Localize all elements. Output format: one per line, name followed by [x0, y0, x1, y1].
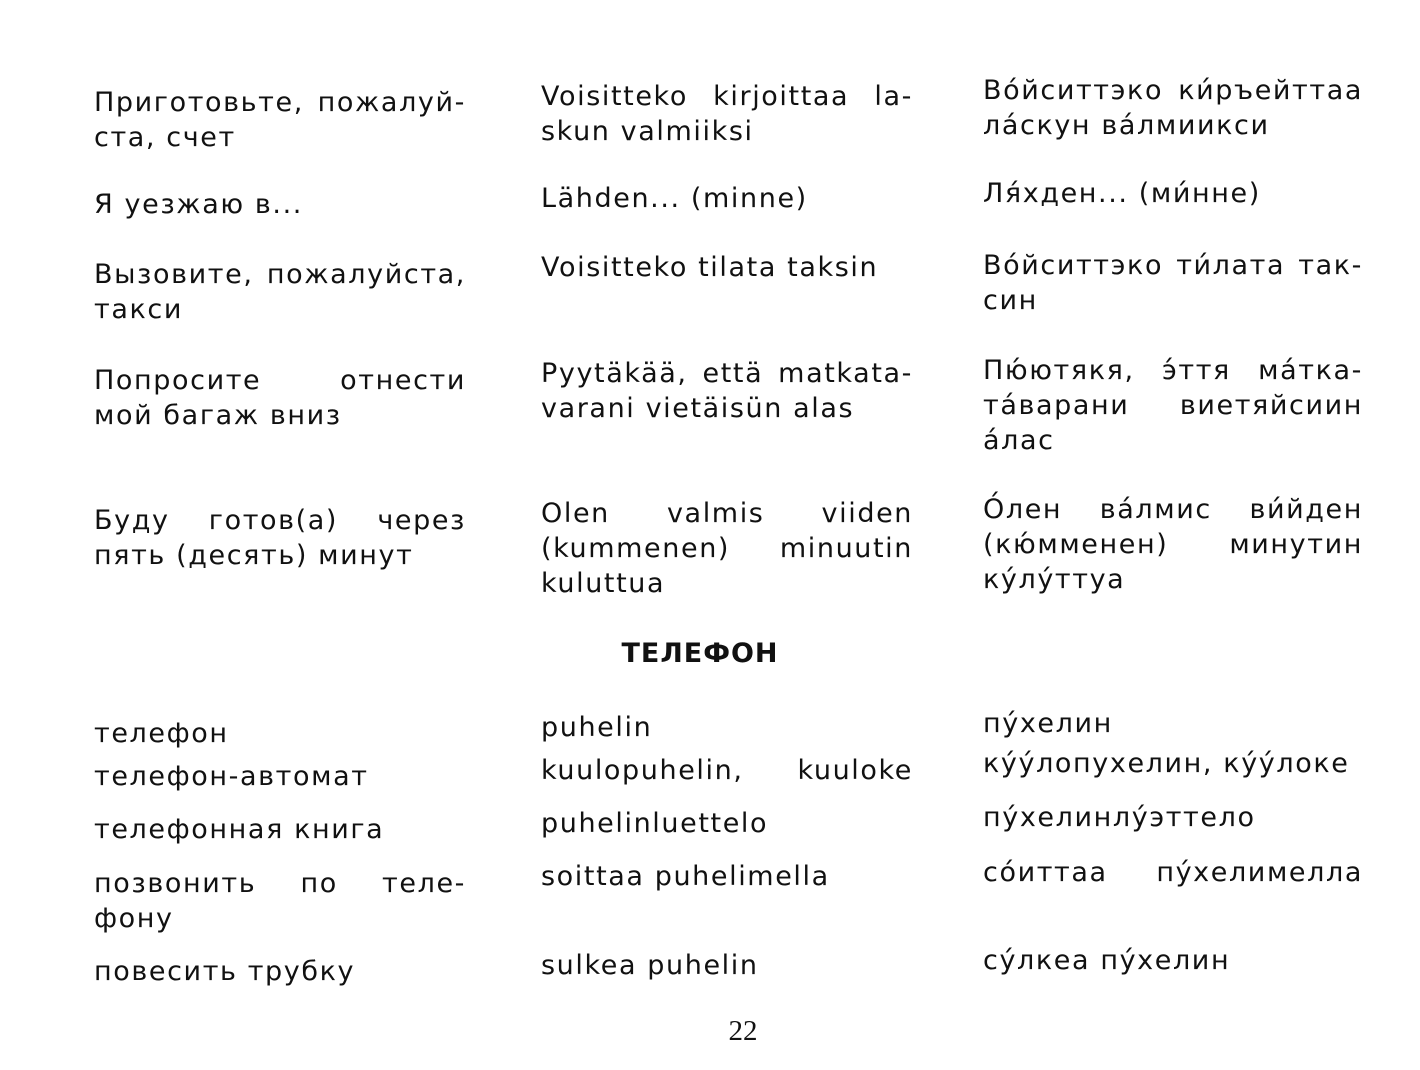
text-line: син: [983, 285, 1038, 316]
phone-row-2-russian: [94, 759, 466, 794]
row-2-russian: [94, 187, 466, 222]
text-line: ку́лу́ттуа: [983, 564, 1126, 595]
text-line: kuulopuhelin, kuuloke: [541, 755, 913, 786]
text-line: ку́у́лопухелин, ку́у́локе: [983, 748, 1350, 779]
text-line: О́лен ва́лмис ви́йден: [983, 494, 1363, 525]
row-2-finnish: [541, 181, 913, 216]
phone-row-4-finnish: [541, 859, 913, 894]
text-line: пять (десять) минут: [94, 540, 414, 571]
phone-row-2-finnish: [541, 753, 913, 788]
text-line: Буду готов(а) через: [94, 505, 466, 536]
phone-row-1-finnish: [541, 710, 913, 745]
section-title: ТЕЛЕФОН: [621, 638, 779, 669]
row-1-finnish: [541, 79, 913, 149]
row-3-transcription: [983, 248, 1363, 318]
text-line: Во́йситтэко ки́ръейттаа: [983, 75, 1363, 106]
phone-row-5-russian: [94, 954, 466, 989]
row-5-russian: [94, 503, 466, 573]
text-line: Пю́ютякя, э́ття ма́тка-: [983, 355, 1363, 386]
text-line: Lähden... (minne): [541, 183, 808, 214]
phone-row-5-transcription: [983, 943, 1363, 978]
text-line: су́лкеа пу́хелин: [983, 945, 1231, 976]
row-2-transcription: [983, 176, 1363, 211]
text-line: sulkea puhelin: [541, 950, 759, 981]
text-line: Voisitteko kirjoittaa la-: [541, 81, 913, 112]
text-line: телефон: [94, 718, 229, 749]
text-line: повесить трубку: [94, 956, 356, 987]
text-line: Вызовите, пожалуйста,: [94, 259, 466, 290]
phone-row-1-russian: [94, 716, 466, 751]
phone-row-4-transcription: [983, 855, 1363, 890]
text-line: (kummenen) minuutin: [541, 533, 913, 564]
phone-row-5-finnish: [541, 948, 913, 983]
text-line: Я уезжаю в...: [94, 189, 303, 220]
text-line: varani vietäisün alas: [541, 393, 855, 424]
text-line: soittaa puhelimella: [541, 861, 830, 892]
phone-row-1-transcription: [983, 706, 1363, 741]
text-line: а́лас: [983, 425, 1055, 456]
text-line: kuluttua: [541, 568, 666, 599]
row-4-transcription: [983, 353, 1363, 458]
row-1-russian: [94, 85, 466, 155]
page-number: 22: [728, 1015, 758, 1047]
text-line: ста, счет: [94, 122, 236, 153]
text-line: Pyytäkää, että matkata-: [541, 358, 913, 389]
phone-row-2-transcription: [983, 746, 1363, 781]
phone-row-4-russian: [94, 866, 466, 936]
text-line: пу́хелин: [983, 708, 1113, 739]
row-4-russian: [94, 363, 466, 433]
text-line: Voisitteko tilata taksin: [541, 252, 879, 283]
row-4-finnish: [541, 356, 913, 426]
text-line: puhelinluettelo: [541, 808, 769, 839]
text-line: пу́хелинлу́эттело: [983, 802, 1256, 833]
text-line: Ля́хден... (ми́нне): [983, 178, 1261, 209]
phone-row-3-russian: [94, 812, 466, 847]
text-line: фону: [94, 903, 174, 934]
text-line: та́варани виетяйсиин: [983, 390, 1363, 421]
text-line: Попросите отнести: [94, 365, 466, 396]
text-line: ла́скун ва́лмиикси: [983, 110, 1270, 141]
text-line: телефонная книга: [94, 814, 385, 845]
row-1-transcription: [983, 73, 1363, 143]
row-3-finnish: [541, 250, 913, 285]
text-line: позвонить по теле-: [94, 868, 466, 899]
text-line: мой багаж вниз: [94, 400, 342, 431]
phone-row-3-finnish: [541, 806, 913, 841]
text-line: (кю́мменен) минутин: [983, 529, 1363, 560]
text-line: такси: [94, 294, 183, 325]
text-line: со́иттаа пу́хелимелла: [983, 857, 1363, 888]
text-line: puhelin: [541, 712, 653, 743]
text-line: Приготовьте, пожалуй-: [94, 87, 466, 118]
text-line: Во́йситтэко ти́лата так-: [983, 250, 1363, 281]
row-5-transcription: [983, 492, 1363, 597]
text-line: Olen valmis viiden: [541, 498, 913, 529]
row-3-russian: [94, 257, 466, 327]
phone-row-3-transcription: [983, 800, 1363, 835]
text-line: skun valmiiksi: [541, 116, 754, 147]
text-line: телефон-автомат: [94, 761, 369, 792]
row-5-finnish: [541, 496, 913, 601]
